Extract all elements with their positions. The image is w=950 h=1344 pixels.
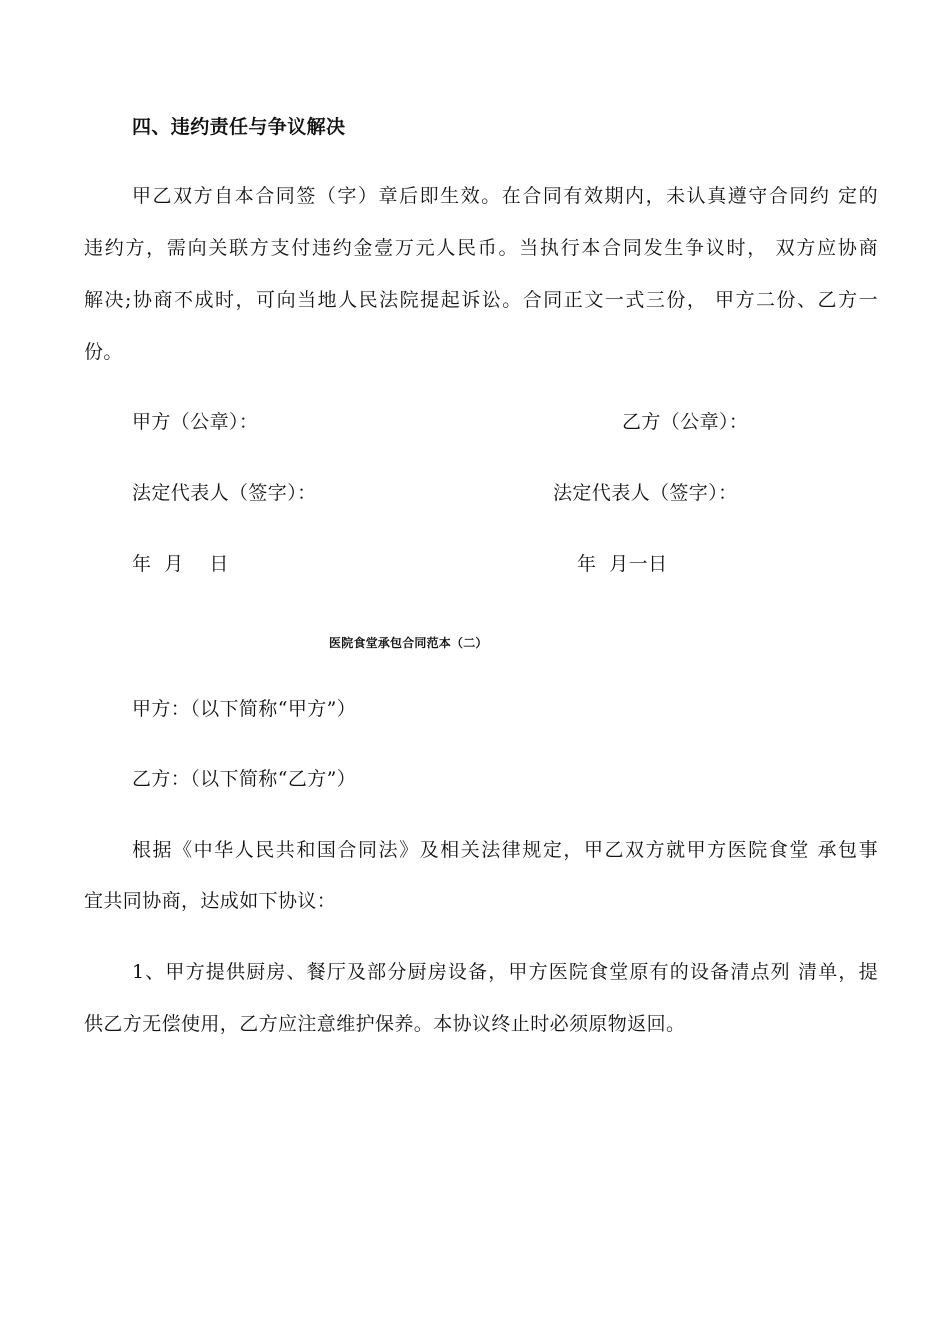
paragraph-line: 甲乙双方自本合同签（字）章后即生效。在合同有效期内，未认真遵守合同约 定的 [132, 185, 878, 207]
section-heading: 四、违约责任与争议解决 [132, 116, 346, 138]
paragraph-line: 违约方，需向关联方支付违约金壹万元人民币。当执行本合同发生争议时， 双方应协商 [84, 237, 878, 259]
paragraph-line: 解决;协商不成时，可向当地人民法院提起诉讼。合同正文一式三份， 甲方二份、乙方一 [84, 289, 878, 311]
clause-line: 1、甲方提供厨房、餐厅及部分厨房设备，甲方医院食堂原有的设备清点列 清单，提 [132, 961, 878, 983]
party-a-date-label: 年 月 日 [132, 553, 229, 575]
party-b-seal-label: 乙方（公章）： [622, 411, 749, 433]
paragraph-line: 份。 [84, 341, 123, 363]
party-b-line: 乙方：（以下简称“乙方”） [132, 768, 357, 790]
paragraph-line: 宜共同协商，达成如下协议： [84, 890, 337, 912]
paragraph-line: 根据《中华人民共和国合同法》及相关法律规定，甲乙双方就甲方医院食堂 承包事 [132, 839, 878, 861]
party-a-seal-label: 甲方（公章）： [132, 411, 259, 433]
contract-title: 医院食堂承包合同范本（二） [329, 636, 488, 650]
party-a-rep-label: 法定代表人（签字）： [132, 482, 317, 504]
party-b-rep-label: 法定代表人（签字）： [553, 482, 738, 504]
clause-line: 供乙方无偿使用，乙方应注意维护保养。本协议终止时必须原物返回。 [84, 1013, 686, 1035]
party-b-date-label: 年 月一日 [577, 553, 668, 575]
party-a-line: 甲方：（以下简称“甲方”） [132, 698, 357, 720]
